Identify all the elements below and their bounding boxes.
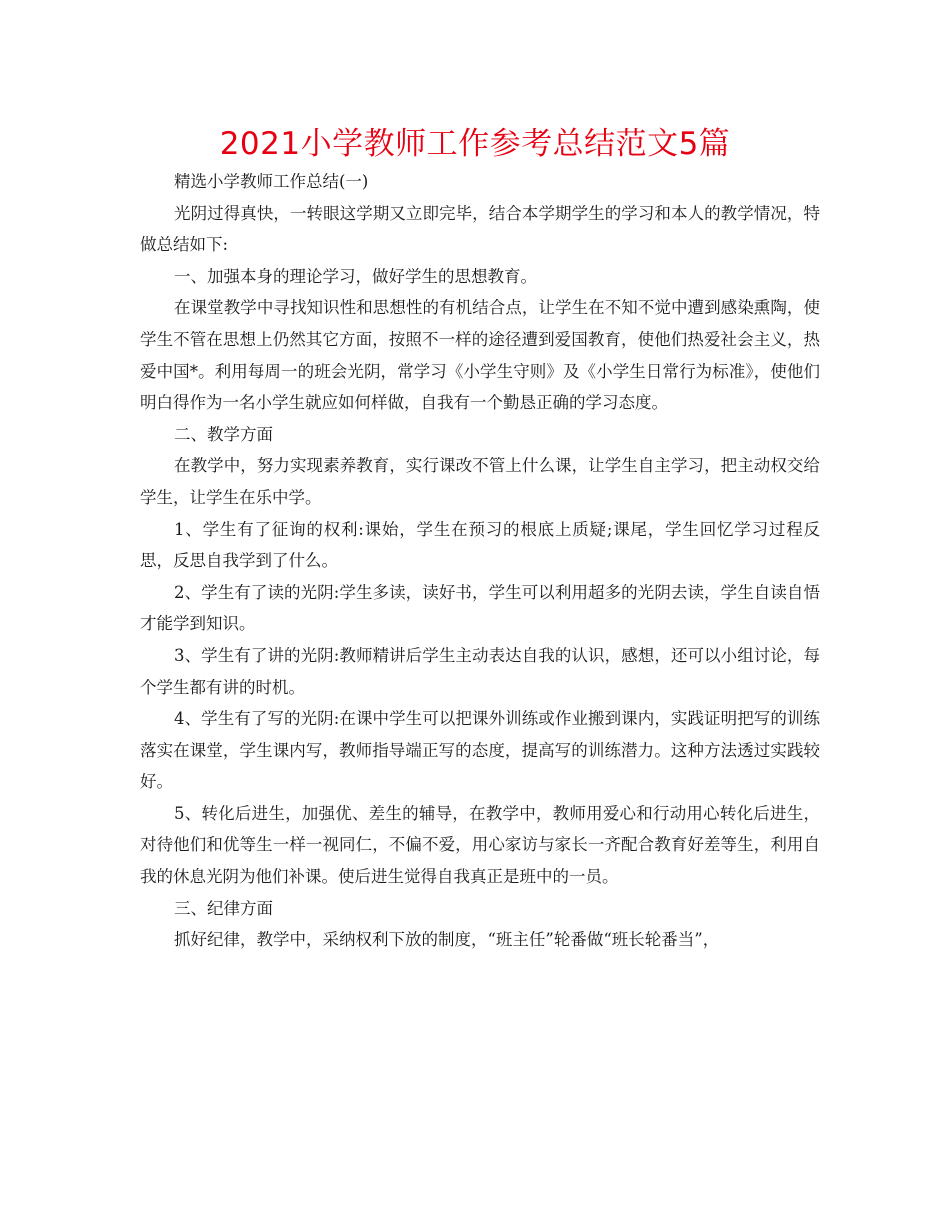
list-item: 4、学生有了写的光阴:在课中学生可以把课外训练或作业搬到课内，实践证明把写的训练落实在课堂，学生课内写，教师指导端正写的态度，提高写的训练潜力。这种方法透过实践较好。 — [140, 709, 820, 792]
section-heading-2: 二、教学方面 — [174, 424, 273, 444]
list-item: 3、学生有了讲的光阴:教师精讲后学生主动表达自我的认识，感想，还可以小组讨论，每个学生都有讲的时机。 — [140, 645, 820, 697]
list-item: 1、学生有了征询的权利:课始，学生在预习的根底上质疑;课尾，学生回忆学习过程反思，反思自我学到了什么。 — [140, 519, 820, 571]
list-item: 5、转化后进生，加强优、差生的辅导，在教学中，教师用爱心和行动用心转化后进生，对待他们和优等生一样一视同仁，不偏不爱，用心家访与家长一齐配合教育好差等生，利用自我的休息光阴为他们补课。使后进生觉得自我真正是班中的一员。 — [140, 803, 820, 887]
document-body — [140, 166, 820, 956]
paragraph-subtitle: 精选小学教师工作总结(一) — [174, 172, 369, 191]
paragraph: 抓好纪律，教学中，采纳权利下放的制度，“班主任”轮番做“班长轮番当”， — [174, 930, 720, 950]
paragraph-intro: 光阴过得真快，一转眼这学期又立即完毕，结合本学期学生的学习和本人的教学情况，特做总结如下: — [140, 203, 820, 255]
paragraph: 在课堂教学中寻找知识性和思想性的有机结合点，让学生在不知不觉中遭到感染熏陶，使学生不管在思想上仍然其它方面，按照不一样的途径遭到爱国教育，使他们热爱社会主义，热爱中国*。利用每周一的班会光阴，常学习《小学生守则》及《小学生日常行为标准》，使他们明白得作为一名小学生就应如何样做，自我有一个勤恳正确的学习态度。 — [140, 298, 820, 413]
section-heading-1: 一、加强本身的理论学习，做好学生的思想教育。 — [174, 266, 537, 286]
document-title: 2021小学教师工作参考总结范文5篇 — [219, 126, 731, 162]
paragraph: 在教学中，努力实现素养教育，实行课改不管上什么课，让学生自主学习，把主动权交给学生，让学生在乐中学。 — [140, 456, 820, 507]
section-heading-3: 三、纪律方面 — [174, 898, 273, 918]
list-item: 2、学生有了读的光阴:学生多读，读好书，学生可以利用超多的光阴去读，学生自读自悟才能学到知识。 — [140, 582, 820, 634]
